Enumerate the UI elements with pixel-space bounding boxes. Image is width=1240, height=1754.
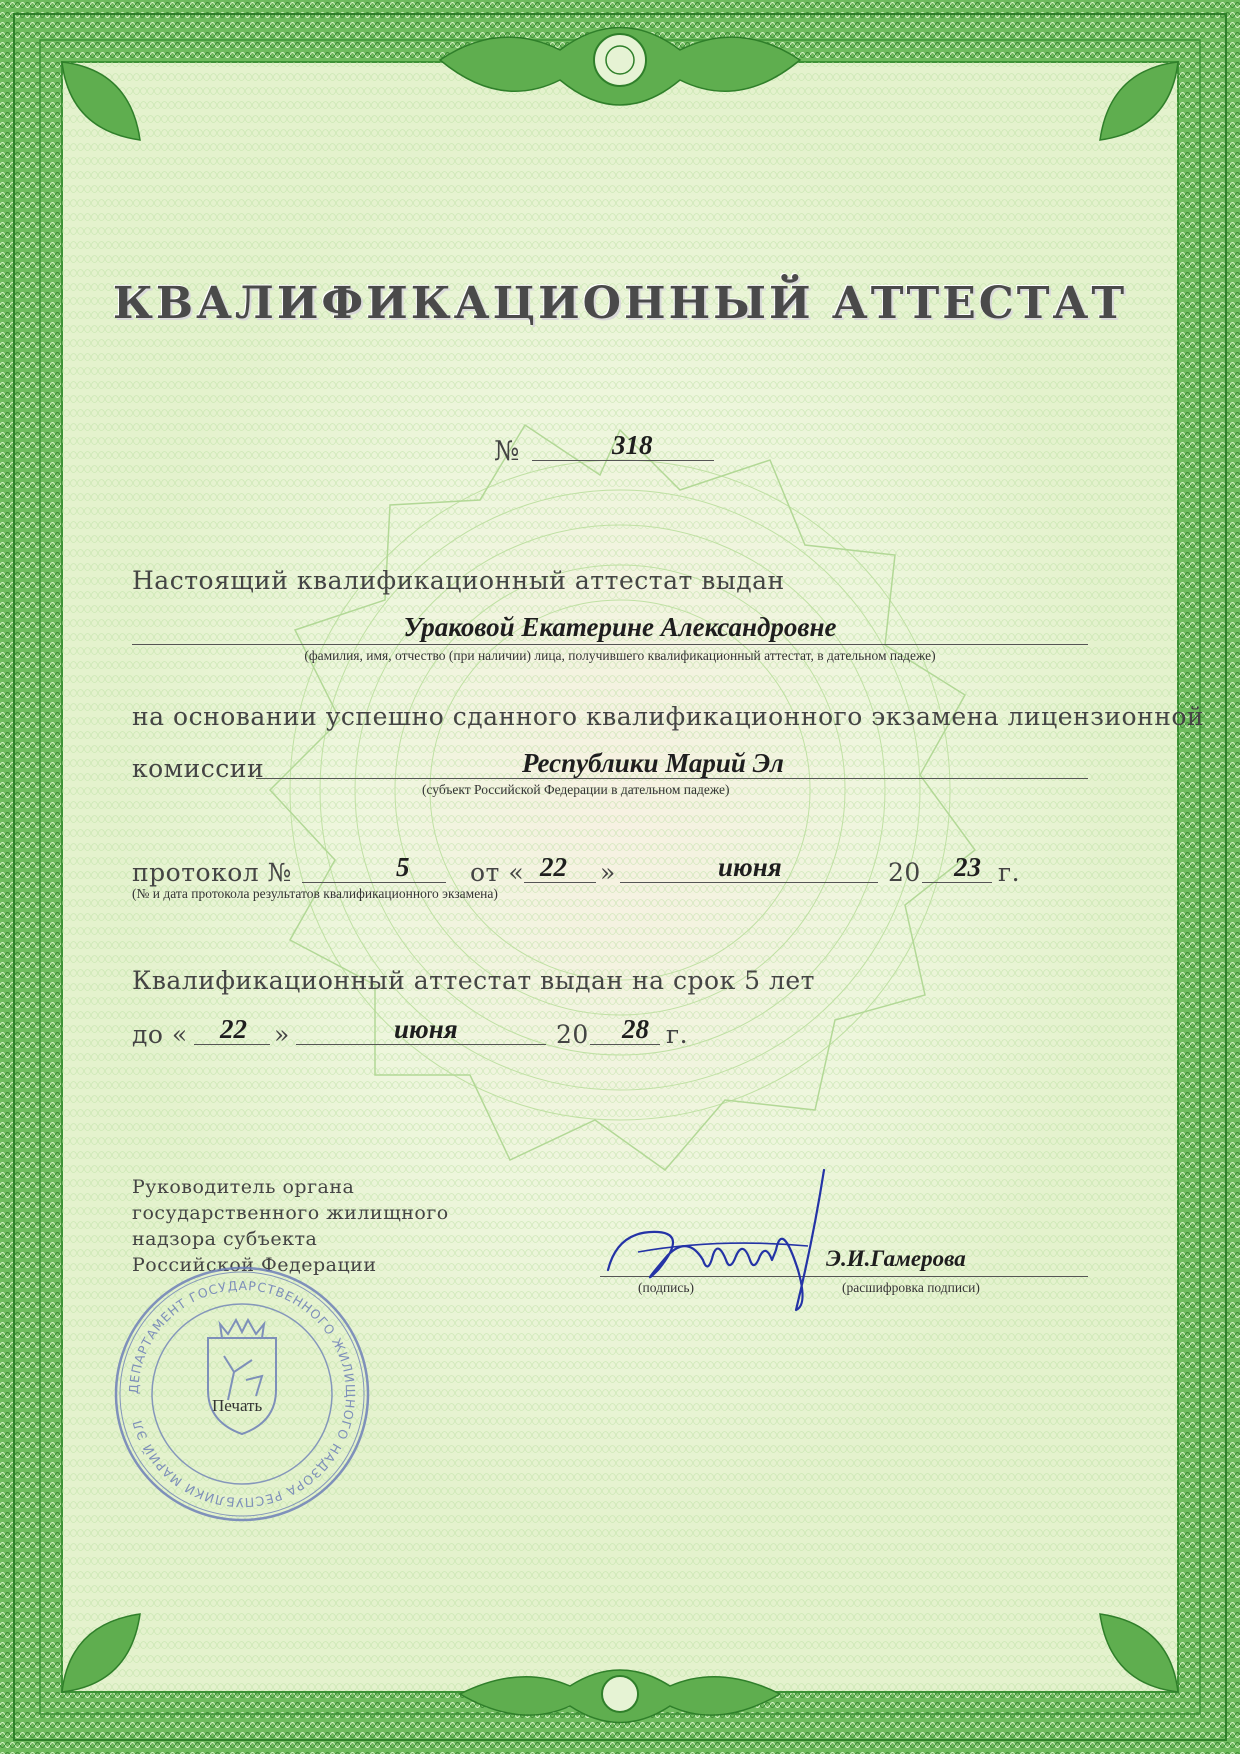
official-seal (110, 1262, 374, 1526)
seal-ring-text: ДЕПАРТАМЕНТ ГОСУДАРСТВЕННОГО ЖИЛИЩНОГО НАДЗОРА РЕСПУБЛИКИ МАРИЙ ЭЛ (125, 1277, 359, 1511)
protocol-label: протокол № (132, 858, 292, 887)
protocol-number-underline (302, 882, 446, 883)
recipient-underline (132, 644, 1088, 645)
signature-scribble (598, 1160, 838, 1320)
recipient-name: Ураковой Екатерине Александровне (403, 612, 837, 642)
commission-caption: (субъект Российской Федерации в дательном падеже) (422, 782, 730, 797)
issued-intro-text: Настоящий квалификационный аттестат выдан (132, 566, 785, 595)
validity-day: 22 (220, 1014, 247, 1044)
protocol-year-prefix: 20 (888, 858, 921, 887)
protocol-month: июня (718, 852, 782, 882)
signature-name-caption: (расшифровка подписи) (842, 1280, 980, 1295)
validity-year-unit: г. (666, 1020, 689, 1049)
svg-text:ДЕПАРТАМЕНТ ГОСУДАРСТВЕННОГО Ж (126, 1278, 358, 1510)
certificate-number: 318 (612, 430, 653, 460)
basis-text: на основании успешно сданного квалификационного экзамена лицензионной (132, 702, 1205, 731)
number-label: № (494, 436, 521, 467)
validity-year-prefix: 20 (556, 1020, 589, 1049)
protocol-year-unit: г. (998, 858, 1021, 887)
protocol-number: 5 (396, 852, 410, 882)
protocol-close-quote: » (600, 858, 616, 887)
commission-label: комиссии (132, 754, 265, 783)
signature-name-underline (830, 1276, 1088, 1277)
recipient-caption: (фамилия, имя, отчество (при наличии) лица, получившего квалификационный аттестат, в дательном падеже) (304, 648, 936, 663)
authority-line-1: Руководитель органа (132, 1176, 355, 1198)
protocol-day: 22 (540, 852, 567, 882)
protocol-year-suffix: 23 (954, 852, 981, 882)
authority-line-2: государственного жилищного (132, 1202, 449, 1224)
signature-name: Э.И.Гамерова (826, 1246, 966, 1271)
validity-text: Квалификационный аттестат выдан на срок 5 лет (132, 966, 816, 995)
certificate-title: КВАЛИФИКАЦИОННЫЙ АТТЕСТАТ (112, 278, 1128, 329)
commission-value: Республики Марий Эл (522, 748, 784, 778)
validity-close-quote: » (274, 1020, 290, 1049)
validity-month: июня (394, 1014, 458, 1044)
validity-until-label: до « (132, 1020, 188, 1049)
protocol-from-label: от « (470, 858, 525, 887)
protocol-caption: (№ и дата протокола результатов квалификационного экзамена) (132, 886, 498, 901)
seal-label: Печать (212, 1396, 263, 1415)
authority-line-4: Российской Федерации (132, 1254, 377, 1276)
signature-caption: (подпись) (638, 1280, 695, 1295)
validity-year-suffix: 28 (622, 1014, 649, 1044)
authority-line-3: надзора субъекта (132, 1228, 318, 1250)
coat-of-arms-icon (208, 1320, 276, 1434)
